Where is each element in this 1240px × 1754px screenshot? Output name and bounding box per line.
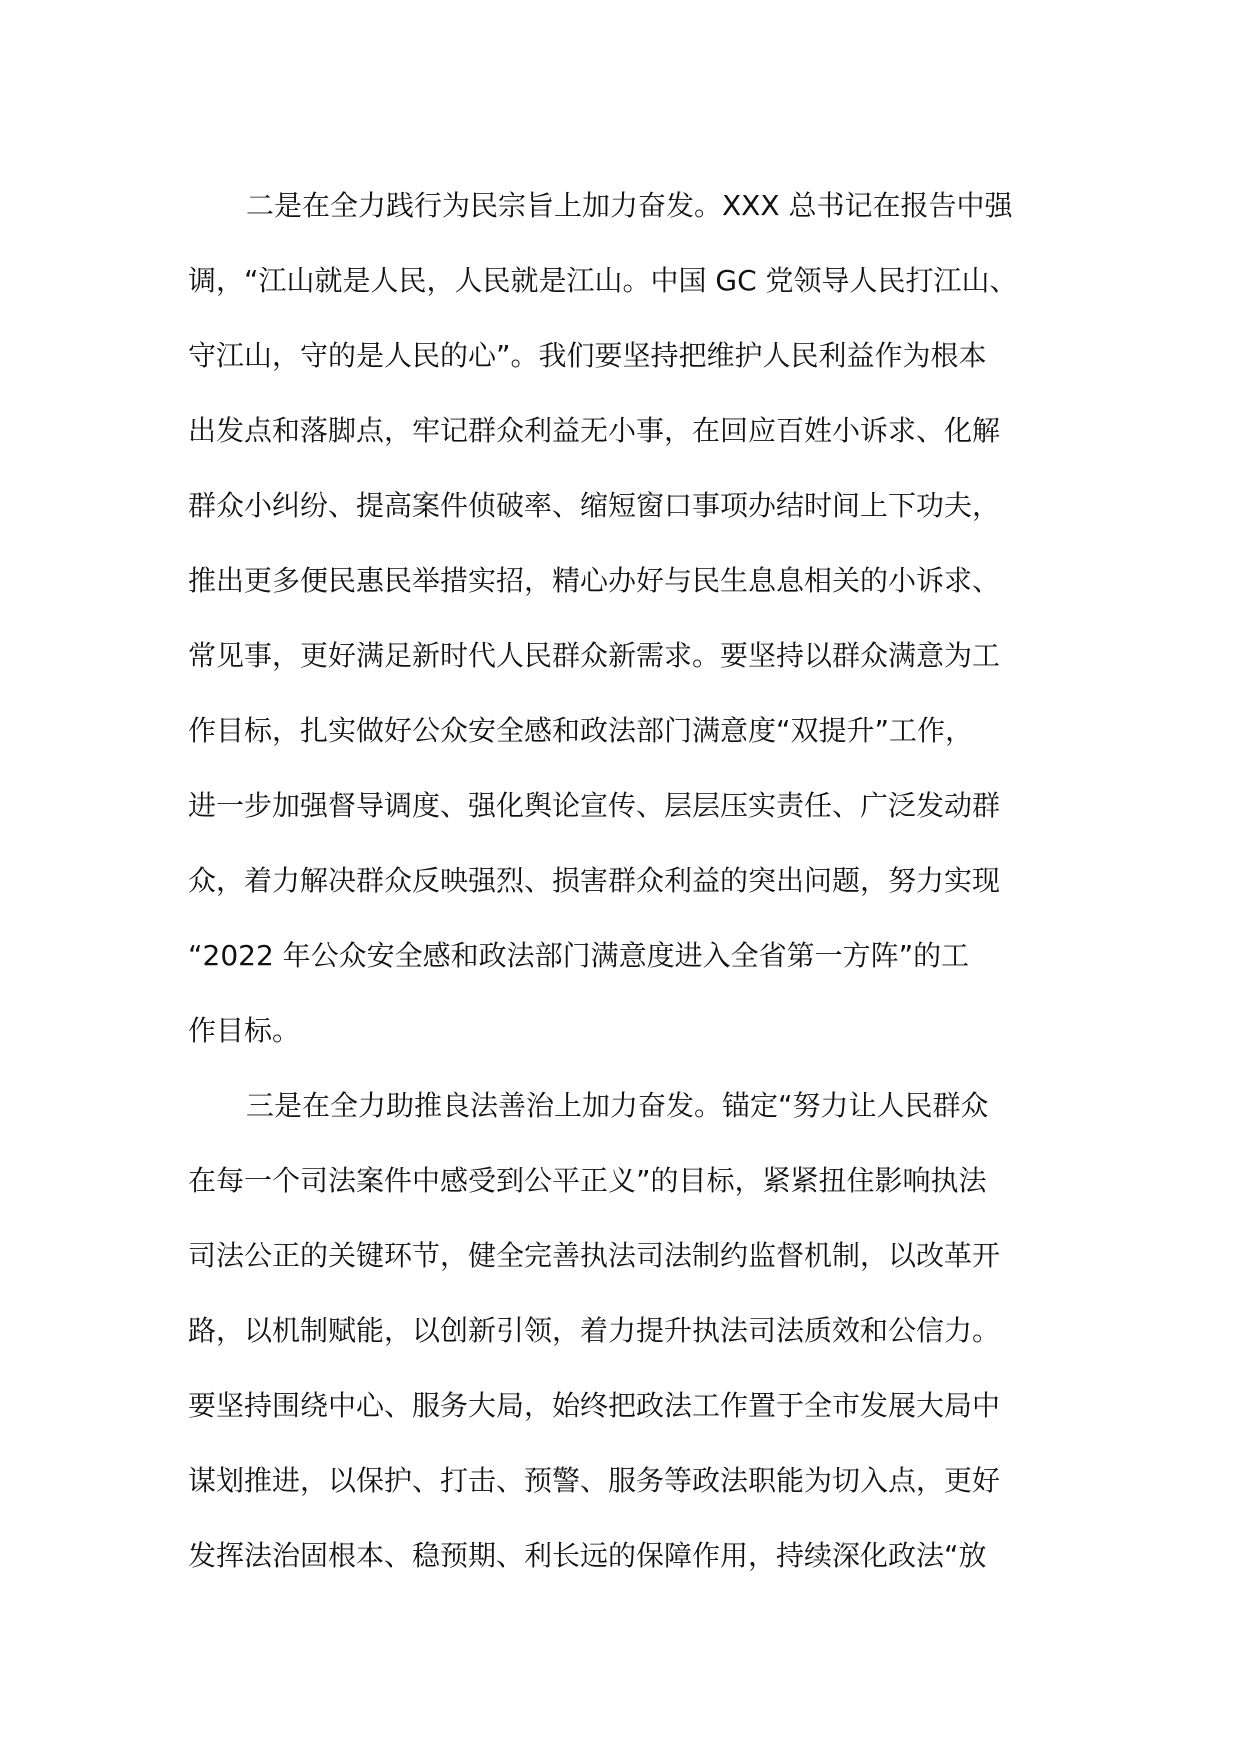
paragraph-2-line-1: 三是在全力助推良法善治上加力奋发。锚定“努力让人民群众 — [246, 1089, 989, 1122]
paragraph-1-line-8: 作目标，扎实做好公众安全感和政法部门满意度“双提升”工作， — [188, 714, 974, 747]
paragraph-1-line-5: 群众小纠纷、提高案件侦破率、缩短窗口事项办结时间上下功夫， — [188, 489, 1001, 522]
paragraph-2-line-5: 要坚持围绕中心、服务大局，始终把政法工作置于全市发展大局中 — [188, 1389, 1001, 1422]
paragraph-1-line-7: 常见事，更好满足新时代人民群众新需求。要坚持以群众满意为工 — [188, 639, 1001, 672]
paragraph-1-line-6: 推出更多便民惠民举措实招，精心办好与民生息息相关的小诉求、 — [188, 564, 1001, 597]
paragraph-1-line-4: 出发点和落脚点，牢记群众利益无小事，在回应百姓小诉求、化解 — [188, 414, 1001, 447]
paragraph-2-line-4: 路，以机制赋能，以创新引领，着力提升执法司法质效和公信力。 — [188, 1314, 1001, 1347]
paragraph-1-line-12: 作目标。 — [188, 1014, 301, 1047]
body-text — [188, 168, 1058, 1593]
paragraph-1-line-9: 进一步加强督导调度、强化舆论宣传、层层压实责任、广泛发动群 — [188, 789, 1001, 822]
paragraph-1-line-1: 二是在全力践行为民宗旨上加力奋发。XXX 总书记在报告中强 — [246, 189, 1013, 222]
paragraph-1-line-3: 守江山，守的是人民的心”。我们要坚持把维护人民利益作为根本 — [188, 339, 987, 372]
paragraph-2-line-2: 在每一个司法案件中感受到公平正义”的目标，紧紧扭住影响执法 — [188, 1164, 987, 1197]
paragraph-2-line-7: 发挥法治固根本、稳预期、利长远的保障作用，持续深化政法“放 — [188, 1539, 987, 1572]
paragraph-1-line-2: 调，“江山就是人民，人民就是江山。中国 GC 党领导人民打江山、 — [188, 264, 1018, 297]
paragraph-1-line-10: 众，着力解决群众反映强烈、损害群众利益的突出问题，努力实现 — [188, 864, 1001, 897]
paragraph-2-line-6: 谋划推进，以保护、打击、预警、服务等政法职能为切入点，更好 — [188, 1464, 1001, 1497]
paragraph-2-line-3: 司法公正的关键环节，健全完善执法司法制约监督机制，以改革开 — [188, 1239, 1001, 1272]
paragraph-1-line-11: “2022 年公众安全感和政法部门满意度进入全省第一方阵”的工 — [188, 939, 970, 972]
